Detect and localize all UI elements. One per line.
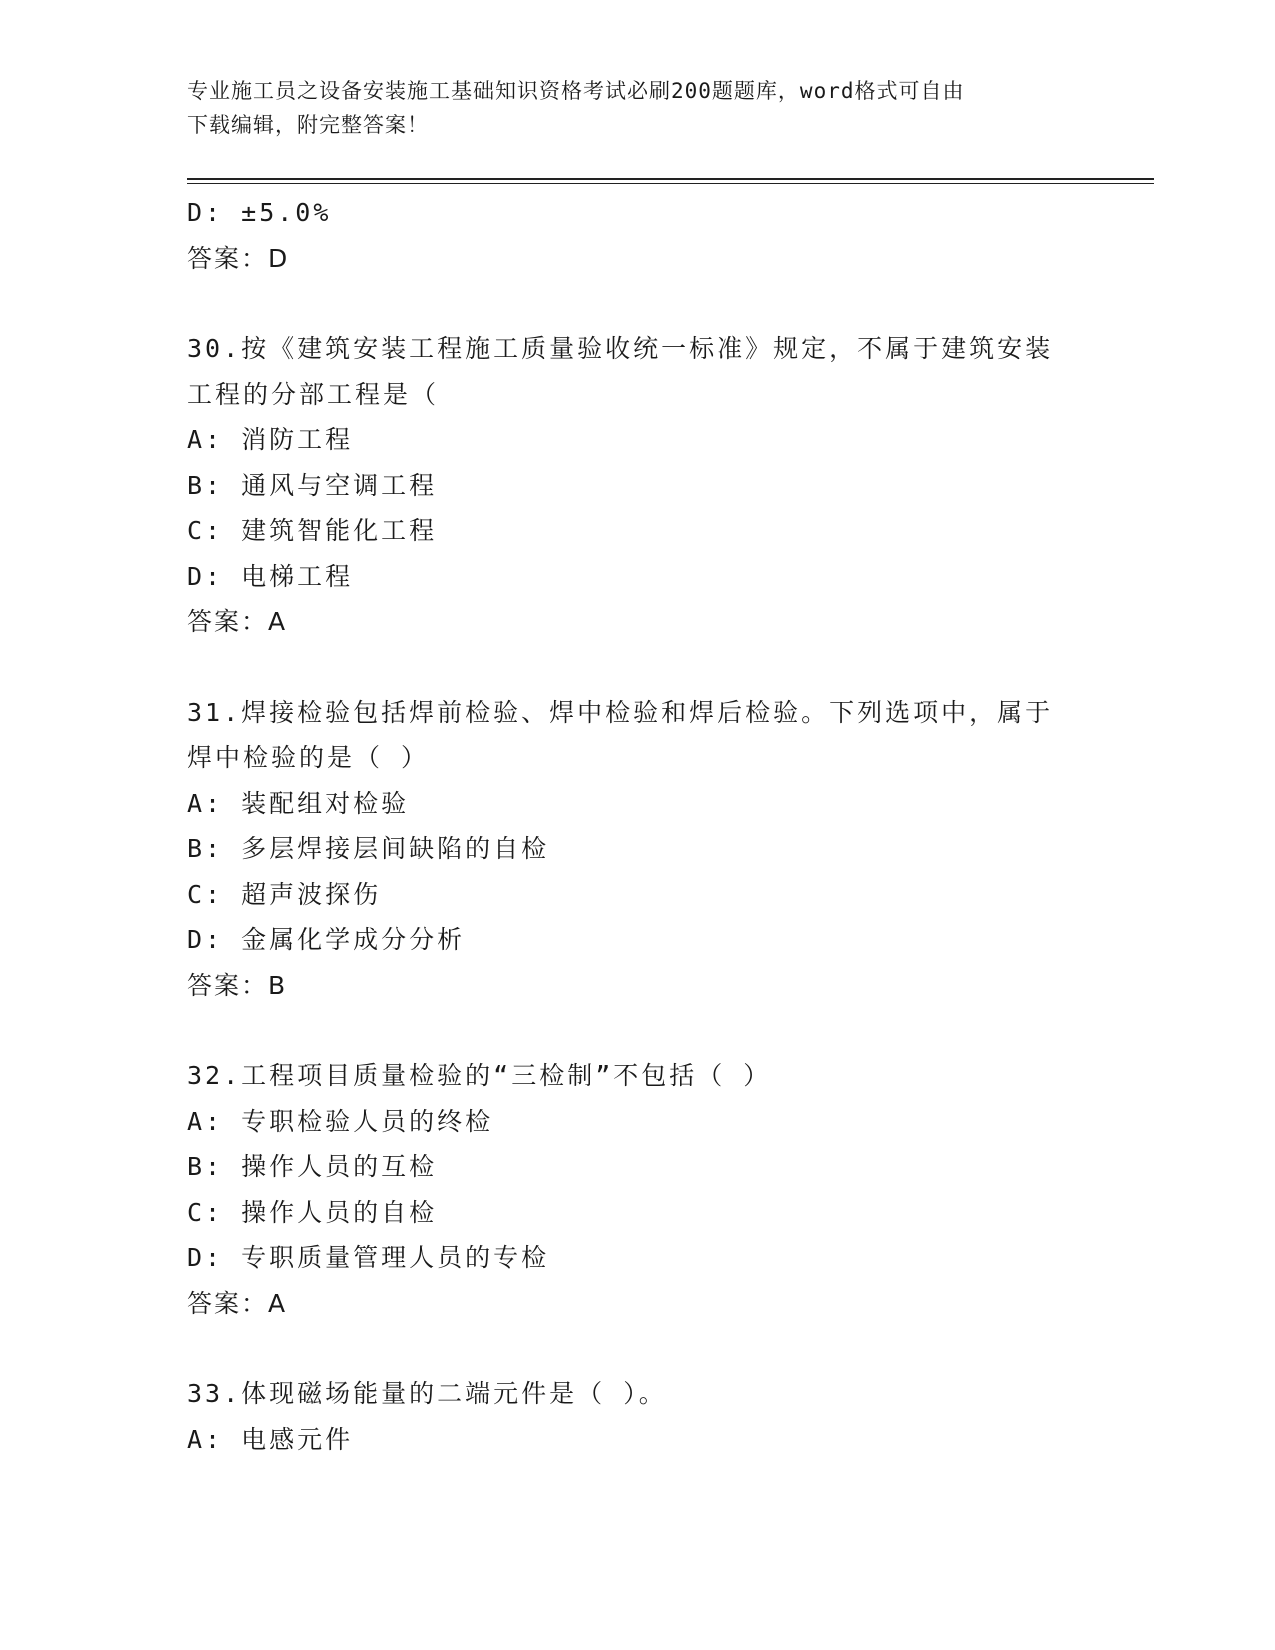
answer-line: 答案：D [187, 243, 290, 273]
question-stem-continued: 工程的分部工程是（ [187, 379, 440, 409]
option-c: C: 操作人员的自检 [187, 1197, 438, 1227]
option-a: A: 电感元件 [187, 1424, 354, 1454]
header-title-line1: 专业施工员之设备安装施工基础知识资格考试必刷200题题库，word格式可自由 [187, 79, 965, 103]
option-b: B: 操作人员的互检 [187, 1152, 438, 1181]
option-a: A: 消防工程 [187, 425, 354, 454]
option-a: A: 专职检验人员的终检 [187, 1106, 494, 1136]
header-title-line2: 下载编辑，附完整答案！ [187, 113, 429, 137]
option-b: B: 通风与空调工程 [187, 470, 438, 500]
question-33 [187, 1371, 1087, 1462]
question-30 [187, 326, 1087, 645]
question-stem: 32.工程项目质量检验的“三检制”不包括（ ） [187, 1061, 772, 1090]
option-d: D: ±5.0% [187, 198, 332, 227]
question-stem: 31.焊接检验包括焊前检验、焊中检验和焊后检验。下列选项中，属于 [187, 697, 1054, 727]
answer-line: 答案：A [187, 1288, 288, 1318]
header-divider-thin [187, 183, 1154, 184]
answer-line: 答案：A [187, 607, 288, 636]
question-stem: 33.体现磁场能量的二端元件是（ ）。 [187, 1379, 667, 1408]
option-d: D: 金属化学成分分析 [187, 925, 466, 954]
option-c: C: 建筑智能化工程 [187, 516, 438, 545]
option-c: C: 超声波探伤 [187, 879, 382, 909]
document-header [187, 74, 1067, 142]
option-b: B: 多层焊接层间缺陷的自检 [187, 834, 550, 863]
question-stem-continued: 焊中检验的是（ ） [187, 743, 430, 772]
option-a: A: 装配组对检验 [187, 788, 410, 818]
question-list [187, 190, 1087, 1462]
question-31 [187, 690, 1087, 1009]
option-d: D: 专职质量管理人员的专检 [187, 1243, 550, 1272]
option-d: D: 电梯工程 [187, 561, 354, 591]
answer-line: 答案：B [187, 970, 288, 1000]
question-stem: 30.按《建筑安装工程施工质量验收统一标准》规定，不属于建筑安装 [187, 334, 1054, 363]
question-32 [187, 1053, 1087, 1326]
header-divider-thick [187, 178, 1154, 180]
